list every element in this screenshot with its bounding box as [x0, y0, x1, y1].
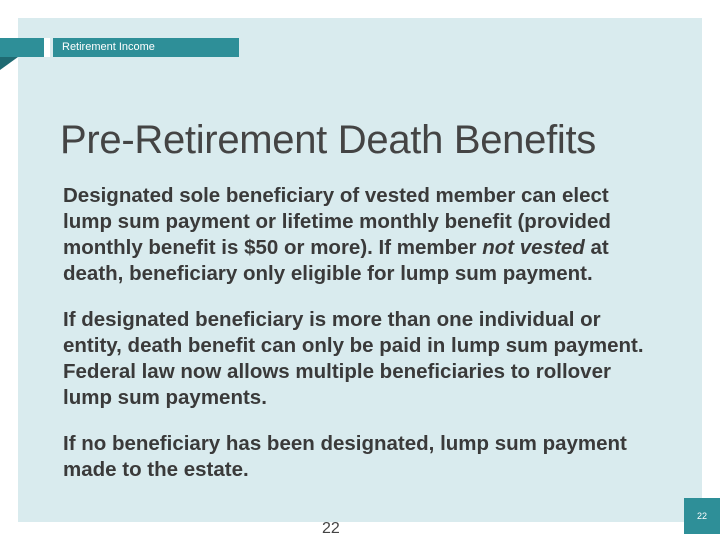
slide-title: Pre-Retirement Death Benefits — [60, 118, 596, 162]
paragraph-2: If designated beneficiary is more than one individual or entity, death benefit can only be paid in lump sum payment. Federal law now allows multiple beneficiaries to rollover lump sum payments. — [63, 308, 644, 409]
slide-number: 22 — [322, 520, 340, 537]
header-ribbon-left — [0, 38, 44, 57]
section-label: Retirement Income — [53, 38, 239, 57]
header-ribbon-separator — [44, 38, 50, 57]
paragraph-1-text-a: Designated sole beneficiary of vested member can elect lump sum payment or lifetime monthly benefit (provided monthly benefit is $50 or more). If member — [63, 184, 611, 259]
paragraph-1-text-b: at death, beneficiary only eligible for lump sum payment. — [63, 236, 609, 285]
paragraph-3: If no beneficiary has been designated, lump sum payment made to the estate. — [63, 432, 627, 481]
corner-page-badge: 22 — [684, 498, 720, 534]
slide-body — [63, 183, 663, 503]
paragraph-1 — [63, 183, 663, 287]
header-ribbon-fold — [0, 57, 18, 70]
paragraph-1-emphasis: not vested — [482, 236, 585, 259]
